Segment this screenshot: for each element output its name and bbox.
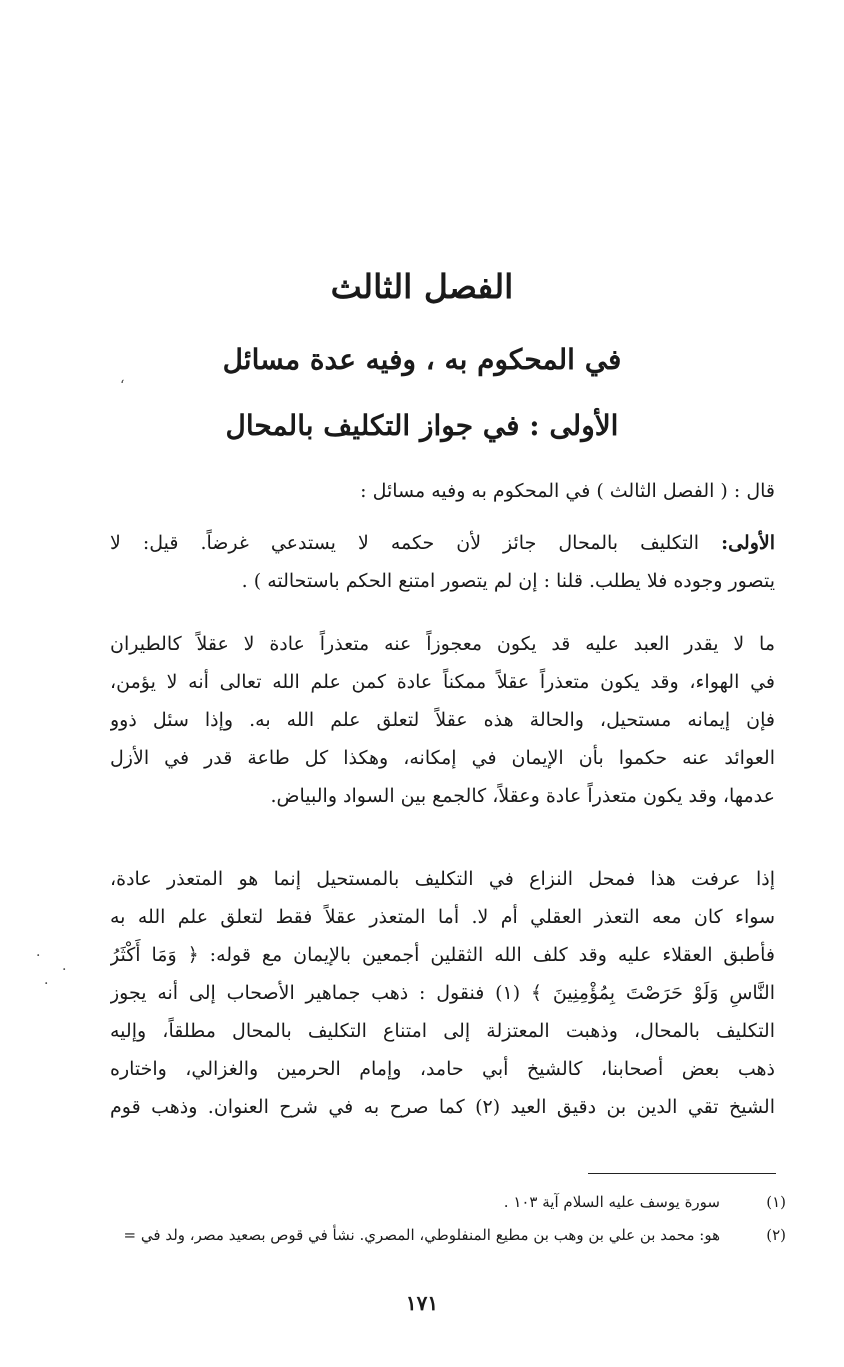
text-line: الشيخ تقي الدين بن دقيق العيد (٢) كما صرح به في شرح العنوان. وذهب قوم — [110, 1096, 775, 1118]
commentary-paragraph-1 — [110, 625, 775, 815]
footnote — [110, 1186, 786, 1219]
text-line: ما لا يقدر العبد عليه قد يكون معجوزاً عنه متعذراً عادة لا عقلاً كالطيران — [110, 633, 775, 655]
quoted-paragraph — [110, 524, 775, 600]
lead-word: الأولى: — [721, 532, 775, 554]
margin-speck: · — [44, 976, 49, 992]
footnote-text: سورة يوسف عليه السلام آية ١٠٣ . — [503, 1193, 720, 1211]
line-rest: التكليف بالمحال جائز لأن حكمه لا يستدعي غرضاً. قيل: لا — [110, 532, 722, 554]
margin-speck: · — [36, 948, 41, 964]
text-line: العوائد عنه حكموا بأن الإيمان في إمكانه، وهكذا كل طاعة قدر في الأزل — [110, 747, 775, 769]
footnote-text: هو: محمد بن علي بن وهب بن مطيع المنفلوطي، المصري. نشأ في قوص بصعيد مصر، ولد في = — [123, 1226, 720, 1244]
text-line: النَّاسِ وَلَوْ حَرَصْتَ بِمُؤْمِنِينَ ﴾ (١) فنقول : ذهب جماهير الأصحاب إلى أنه يجوز — [110, 982, 775, 1004]
margin-speck: · — [62, 962, 67, 978]
text-line: إذا عرفت هذا فمحل النزاع في التكليف بالمستحيل إنما هو المتعذر عادة، — [110, 868, 775, 890]
footnote-number: (١) — [766, 1193, 786, 1211]
footnotes — [110, 1186, 786, 1252]
text-line: قال : ( الفصل الثالث ) في المحكوم به وفيه مسائل : — [360, 480, 775, 502]
footnote-number: (٢) — [766, 1226, 786, 1244]
chapter-title: الفصل الثالث — [330, 267, 514, 306]
margin-speck: ʻ — [120, 378, 125, 394]
text-line: سواء كان معه التعذر العقلي أم لا. أما المتعذر عقلاً فقط لتعلق علم الله به — [110, 906, 775, 928]
text-line: ذهب بعض أصحابنا، كالشيخ أبي حامد، وإمام الحرمين والغزالي، واختاره — [110, 1058, 775, 1080]
footnote-separator — [588, 1173, 776, 1174]
quoted-text-intro — [110, 472, 775, 510]
text-line: فأطبق العقلاء عليه وقد كلف الله الثقلين أجمعين بالإيمان مع قوله: ﴿ وَمَا أَكْثَرُ — [110, 944, 775, 966]
commentary-paragraph-2 — [110, 860, 775, 1126]
text-line: في الهواء، وقد يكون متعذراً عقلاً ممكناً عادة كمن علم الله تعالى أنه لا يؤمن، — [110, 671, 775, 693]
page-number: ١٧١ — [405, 1291, 439, 1315]
text-line: فإن إيمانه مستحيل، والحالة هذه عقلاً لتعلق علم الله به. وإذا سئل ذوو — [110, 709, 775, 731]
section-subtitle: في المحكوم به ، وفيه عدة مسائل — [222, 343, 622, 376]
text-line: يتصور وجوده فلا يطلب. قلنا : إن لم يتصور امتنع الحكم باستحالته ) . — [241, 570, 775, 592]
text-line: التكليف بالمحال، وذهبت المعتزلة إلى امتناع التكليف بالمحال مطلقاً، وإليه — [110, 1020, 775, 1042]
text-line — [110, 524, 775, 562]
text-line: عدمها، وقد يكون متعذراً عادة وعقلاً، كالجمع بين السواد والبياض. — [270, 785, 775, 807]
issue-heading: الأولى : في جواز التكليف بالمحال — [225, 409, 619, 442]
footnote — [110, 1219, 786, 1252]
